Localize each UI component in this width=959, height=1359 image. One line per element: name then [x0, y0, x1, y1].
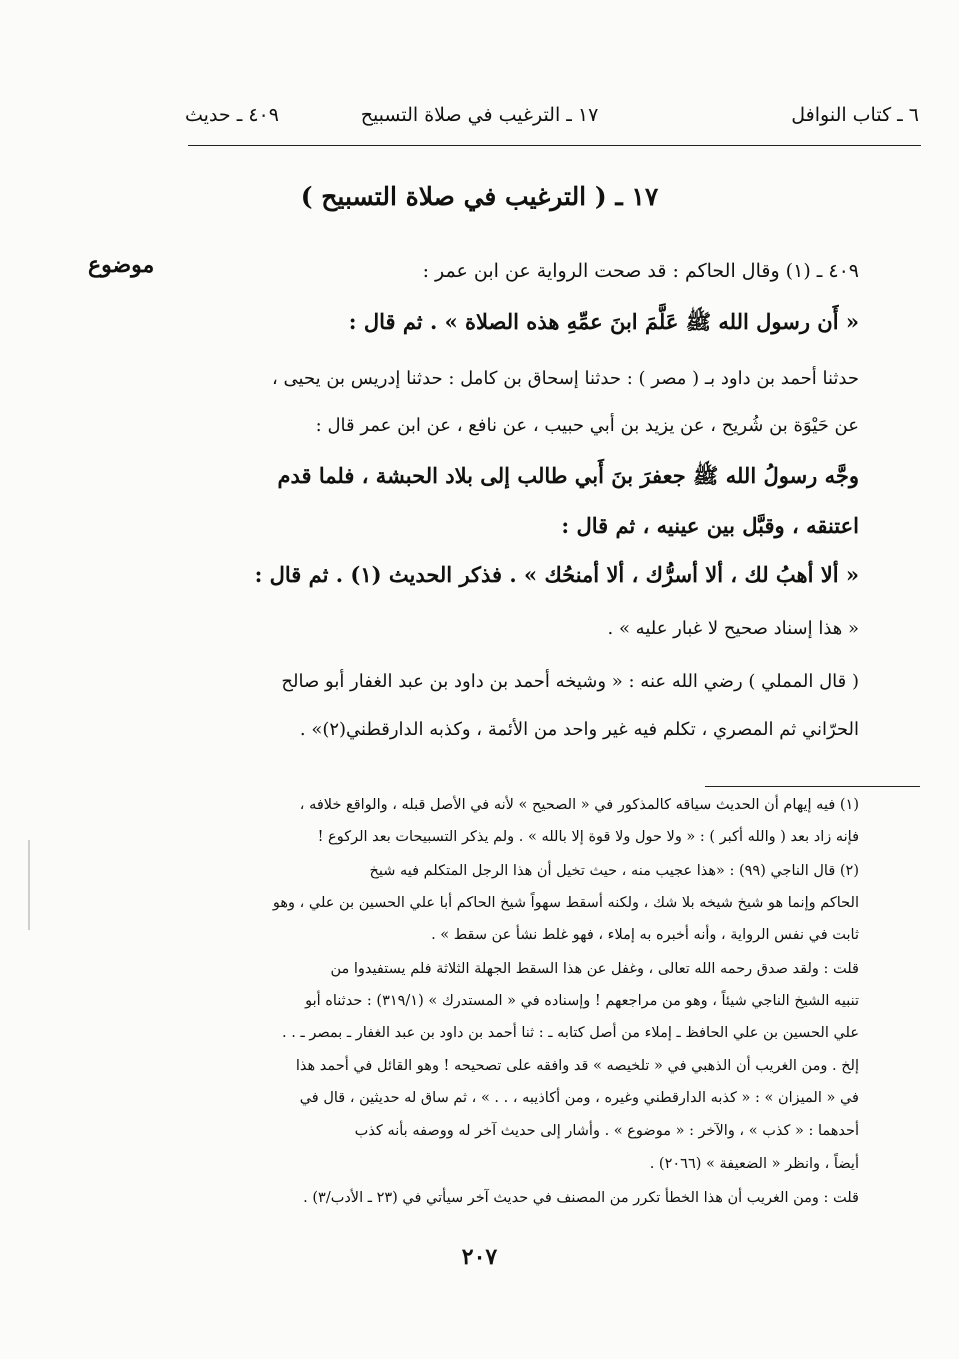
hadith-grade: موضوع [88, 252, 155, 278]
page-number: ٢٠٧ [461, 1244, 498, 1270]
body-line-5: وجَّه رسولُ الله ﷺ جعفرَ بنَ أَبي طالب إلى بلاد الحبشة ، فلما قدم [277, 463, 859, 488]
footnote-line-4: الحاكم وإنما هو شيخ شيخه بلا شك ، ولكنه أسقط سهواً شيخ الحاكم أبا علي الحسين بن علي ، وهو [272, 895, 859, 911]
body-line-9: ( قال المملي ) رضي الله عنه : « وشيخه أحمد بن داود بن عبد الغفار أبو صالح [281, 671, 859, 692]
footnote-line-9: إلخ . ومن الغريب أن الذهبي في « تلخيصه » قد وافقه على تصحيحه ! وهو القائل في أحمد هذا [295, 1058, 859, 1074]
body-line-1: ٤٠٩ ـ (١) وقال الحاكم : قد صحت الرواية عن ابن عمر : [422, 260, 859, 282]
body-line-8: « هذا إسناد صحيح لا غبار عليه » . [607, 618, 859, 639]
body-line-4: عن حَيْوَة بن شُريح ، عن يزيد بن أبي حبيب ، عن نافع ، عن ابن عمر قال : [315, 415, 859, 436]
footnote-rule [705, 786, 920, 787]
footnote-line-5: ثابت في نفس الرواية ، وأنه أخبره به إملاء ، فهو غلط نشأ عن سقط » . [431, 927, 859, 943]
footnote-line-13: قلت : ومن الغريب أن هذا الخطأ تكرر من المصنف في حديث آخر سيأتي في (٢٣ ـ الأدب/٣) . [303, 1190, 859, 1206]
chapter-title: ١٧ ـ ( الترغيب في صلاة التسبيح ) [300, 182, 659, 211]
header-rule [188, 145, 921, 146]
body-line-7: « ألا أهبُ لك ، ألا أسرُّك ، ألا أمنحُك » . فذكر الحديث (١) . ثم قال : [254, 562, 859, 587]
footnote-line-12: أيضاً ، وانظر « الضعيفة » (٢٠٦٦) . [649, 1156, 859, 1172]
body-line-10: الحرّاني ثم المصري ، تكلم فيه غير واحد من الأئمة ، وكذبه الدارقطني(٢)» . [299, 719, 859, 740]
footnote-line-2: فإنه زاد بعد ( والله أكبر ) : « ولا حول ولا قوة إلا بالله » . ولم يذكر التسبيحات بعد الركوع ! [317, 829, 859, 845]
footnote-line-10: في « الميزان » : « كذبه الدارقطني وغيره ، ومن أكاذيبه ، . . » ، ثم ساق له حديثين ، قال في [299, 1090, 859, 1106]
footnote-line-3: (٢) قال الناجي (٩٩) : «هذا عجيب منه ، حيث تخيل أن هذا الرجل المتكلم فيه شيخ [369, 863, 859, 879]
header-book-title: ٦ ـ كتاب النوافل [791, 104, 919, 126]
body-line-2: « أَن رسول الله ﷺ عَلَّمَ ابنَ عمِّهِ هذه الصلاة » . ثم قال : [348, 309, 859, 334]
body-line-3: حدثنا أحمد بن داود بـ ( مصر ) : حدثنا إسحاق بن كامل : حدثنا إدريس بن يحيى ، [272, 368, 859, 389]
footnote-line-1: (١) فيه إيهام أن الحديث سياقه كالمذكور في « الصحيح » لأنه في الأصل قبله ، والواقع خلافه ، [299, 797, 859, 813]
header-chapter-title: ١٧ ـ الترغيب في صلاة التسبيح [360, 104, 599, 126]
scan-margin-mark [28, 840, 30, 930]
footnote-line-8: علي الحسين بن علي الحافظ ـ إملاء من أصل كتابه ـ : ثنا أحمد بن داود بن عبد الغفار ـ بمصر ـ . . [282, 1025, 859, 1041]
body-line-6: اعتنقه ، وقبَّل بين عينيه ، ثم قال : [561, 513, 859, 538]
footnote-line-7: تنبيه الشيخ الناجي شيئاً ، وهو من مراجعهم ! وإسناده في « المستدرك » (٣١٩/١) : حدثناه أبو [305, 993, 859, 1009]
header-hadith-number: ٤٠٩ ـ حديث [185, 104, 279, 126]
footnote-line-6: قلت : ولقد صدق رحمه الله تعالى ، وغفل عن هذا السقط الجهلة الثلاثة فلم يستفيدوا من [330, 961, 859, 977]
footnote-line-11: أحدهما : « كذب » ، والآخر : « موضوع » . وأشار إلى حديث آخر له ووصفه بأنه كذب [354, 1123, 859, 1139]
